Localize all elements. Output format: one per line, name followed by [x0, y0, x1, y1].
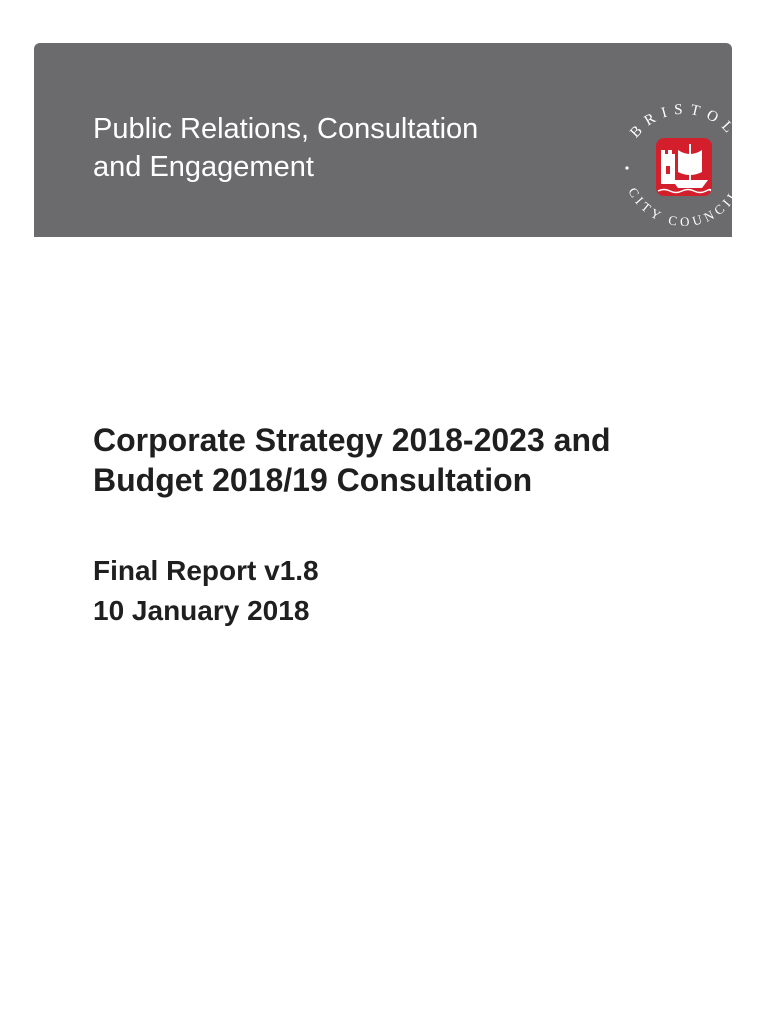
report-date: 10 January 2018: [93, 595, 310, 626]
department-title-line-1: Public Relations, Consultation: [93, 113, 479, 145]
department-title: [93, 110, 563, 186]
logo-text-city-council: CITY COUNCIL: [625, 184, 743, 226]
report-version: Final Report v1.8: [93, 555, 319, 586]
document-title-line-1: Corporate Strategy 2018-2023 and: [93, 422, 611, 458]
document-meta: [93, 551, 319, 631]
department-title-line-2: and Engagement: [93, 151, 314, 183]
document-title-line-2: Budget 2018/19 Consultation: [93, 462, 533, 498]
bristol-city-council-logo: [594, 76, 770, 226]
bristol-city-council-crest-icon: [656, 138, 712, 196]
document-title: [93, 420, 733, 500]
header-band: [34, 43, 743, 237]
logo-text-bristol: BRISTOL: [627, 101, 741, 142]
